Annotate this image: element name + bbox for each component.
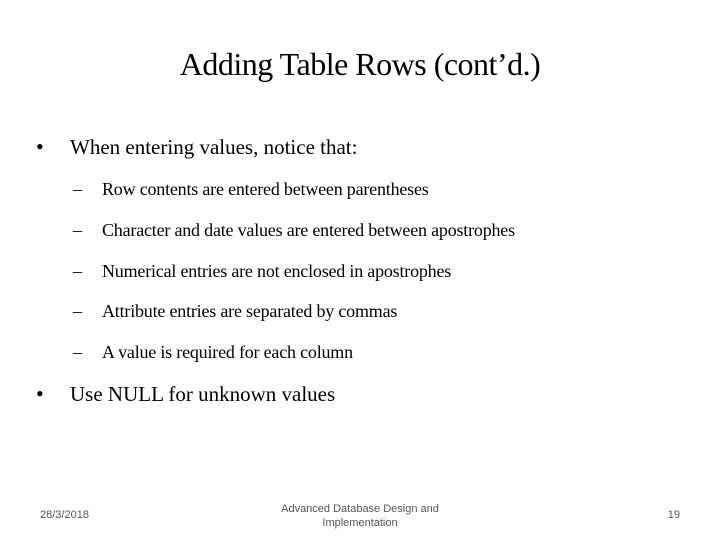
bullet-text: Use NULL for unknown values [70,382,336,406]
dash-icon: – [73,342,82,362]
bullet-icon: • [36,134,44,159]
sub-bullet-item [73,299,397,323]
footer-date: 28/3/2018 [40,509,89,521]
sub-bullet-text: Numerical entries are not enclosed in apostrophes [102,261,452,281]
dash-icon: – [73,301,82,321]
sub-bullet-text: Row contents are entered between parentheses [102,179,429,199]
sub-bullet-item [73,177,429,201]
bullet-item [36,133,357,161]
sub-bullet-item [73,340,353,364]
footer-course-title-line2: Implementation [322,517,398,529]
slide-number: 19 [667,509,680,521]
sub-bullet-text: Attribute entries are separated by commas [102,301,398,321]
sub-bullet-item [73,218,515,242]
slide-title: Adding Table Rows (cont’d.) [179,46,541,82]
bullet-icon: • [36,381,44,406]
dash-icon: – [73,220,82,240]
footer-course-title [240,502,480,530]
sub-bullet-text: Character and date values are entered between apostrophes [102,220,515,240]
footer-course-title-line1: Advanced Database Design and [281,503,439,515]
dash-icon: – [73,179,82,199]
bullet-item [36,380,335,408]
sub-bullet-item [73,259,451,283]
dash-icon: – [73,261,82,281]
sub-bullet-text: A value is required for each column [102,342,353,362]
bullet-text: When entering values, notice that: [70,135,358,159]
